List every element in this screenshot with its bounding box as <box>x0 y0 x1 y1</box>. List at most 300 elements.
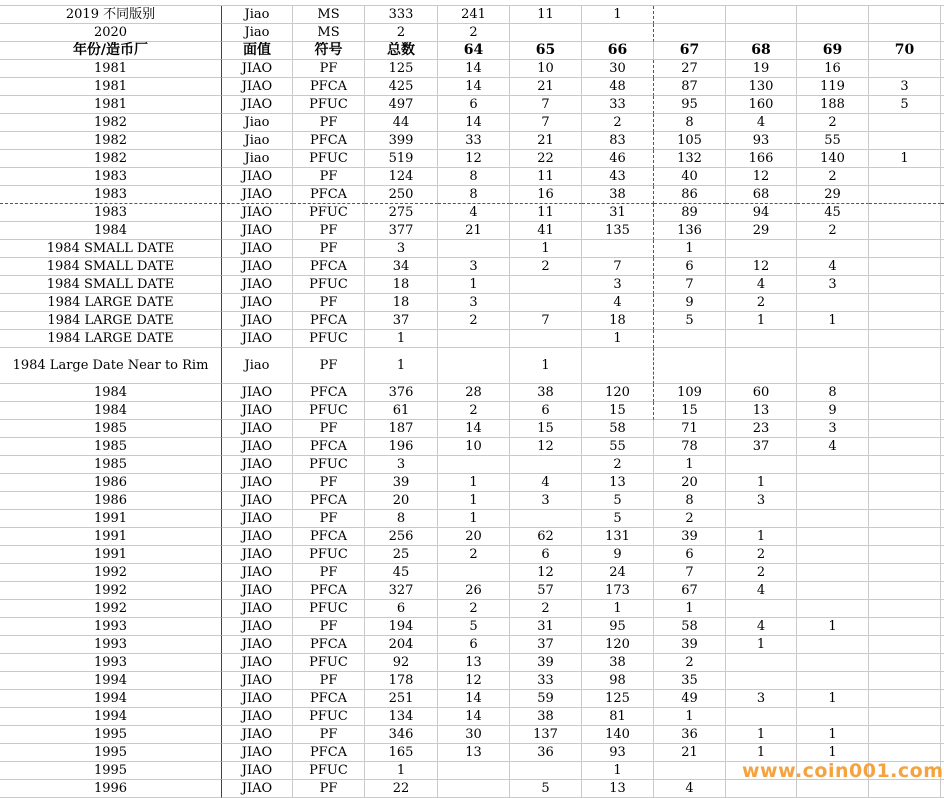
grade-65-cell[interactable]: 33 <box>510 672 582 690</box>
total-cell[interactable]: 3 <box>365 456 438 474</box>
grade-66-cell[interactable]: 38 <box>582 654 654 672</box>
grade-64-cell[interactable]: 8 <box>438 168 510 186</box>
symbol-cell[interactable]: PF <box>293 564 365 582</box>
total-cell[interactable]: 61 <box>365 402 438 420</box>
symbol-cell[interactable]: PFUC <box>293 150 365 168</box>
year-cell[interactable]: 1984 LARGE DATE <box>0 312 222 330</box>
year-cell[interactable]: 1992 <box>0 600 222 618</box>
grade-68-cell[interactable] <box>726 330 797 348</box>
year-cell[interactable]: 1981 <box>0 78 222 96</box>
grade-69-cell[interactable] <box>797 240 869 258</box>
grade-65-cell[interactable]: 41 <box>510 222 582 240</box>
grade-65-cell[interactable]: 1 <box>510 348 582 384</box>
grade-66-cell[interactable]: 7 <box>582 258 654 276</box>
grade-68-cell[interactable] <box>726 456 797 474</box>
grade-64-cell[interactable]: 1 <box>438 474 510 492</box>
total-cell[interactable]: 8 <box>365 510 438 528</box>
header-grade-70[interactable]: 70 <box>869 42 941 60</box>
grade-68-cell[interactable]: 166 <box>726 150 797 168</box>
grade-68-cell[interactable]: 60 <box>726 384 797 402</box>
symbol-cell[interactable]: PF <box>293 168 365 186</box>
grade-70-cell[interactable] <box>869 510 941 528</box>
symbol-cell[interactable]: PFCA <box>293 492 365 510</box>
denomination-cell[interactable]: Jiao <box>222 150 293 168</box>
grade-67-cell[interactable]: 95 <box>654 96 726 114</box>
grade-69-cell[interactable]: 2 <box>797 114 869 132</box>
denomination-cell[interactable]: JIAO <box>222 546 293 564</box>
denomination-cell[interactable]: JIAO <box>222 312 293 330</box>
symbol-cell[interactable]: PF <box>293 222 365 240</box>
grade-70-cell[interactable]: 5 <box>869 96 941 114</box>
grade-66-cell[interactable]: 30 <box>582 60 654 78</box>
grade-68-cell[interactable] <box>726 672 797 690</box>
grade-68-cell[interactable]: 1 <box>726 636 797 654</box>
grade-67-cell[interactable]: 39 <box>654 636 726 654</box>
grade-68-cell[interactable]: 4 <box>726 582 797 600</box>
symbol-cell[interactable]: PFCA <box>293 186 365 204</box>
grade-69-cell[interactable]: 1 <box>797 312 869 330</box>
grade-64-cell[interactable]: 21 <box>438 222 510 240</box>
symbol-cell[interactable]: PF <box>293 294 365 312</box>
grade-64-cell[interactable]: 8 <box>438 186 510 204</box>
grade-68-cell[interactable] <box>726 348 797 384</box>
grade-69-cell[interactable] <box>797 24 869 42</box>
grade-67-cell[interactable]: 1 <box>654 600 726 618</box>
grade-64-cell[interactable]: 1 <box>438 492 510 510</box>
grade-67-cell[interactable] <box>654 6 726 24</box>
grade-64-cell[interactable]: 6 <box>438 636 510 654</box>
symbol-cell[interactable]: PFUC <box>293 546 365 564</box>
grade-69-cell[interactable] <box>797 708 869 726</box>
symbol-cell[interactable]: PF <box>293 474 365 492</box>
grade-70-cell[interactable] <box>869 564 941 582</box>
symbol-cell[interactable]: PF <box>293 510 365 528</box>
symbol-cell[interactable]: PFCA <box>293 744 365 762</box>
denomination-cell[interactable]: JIAO <box>222 78 293 96</box>
grade-67-cell[interactable]: 9 <box>654 294 726 312</box>
grade-68-cell[interactable]: 4 <box>726 114 797 132</box>
symbol-cell[interactable]: PF <box>293 420 365 438</box>
grade-70-cell[interactable] <box>869 420 941 438</box>
grade-67-cell[interactable]: 8 <box>654 492 726 510</box>
grade-69-cell[interactable]: 1 <box>797 726 869 744</box>
symbol-cell[interactable]: PFCA <box>293 438 365 456</box>
grade-65-cell[interactable]: 57 <box>510 582 582 600</box>
grade-66-cell[interactable]: 98 <box>582 672 654 690</box>
grade-68-cell[interactable] <box>726 6 797 24</box>
symbol-cell[interactable]: PFUC <box>293 762 365 780</box>
total-cell[interactable]: 256 <box>365 528 438 546</box>
header-grade-65[interactable]: 65 <box>510 42 582 60</box>
grade-68-cell[interactable]: 2 <box>726 564 797 582</box>
year-cell[interactable]: 1993 <box>0 636 222 654</box>
grade-68-cell[interactable]: 23 <box>726 420 797 438</box>
grade-66-cell[interactable]: 120 <box>582 636 654 654</box>
grade-65-cell[interactable]: 3 <box>510 492 582 510</box>
year-cell[interactable]: 1984 <box>0 222 222 240</box>
grade-68-cell[interactable]: 3 <box>726 690 797 708</box>
symbol-cell[interactable]: PF <box>293 240 365 258</box>
denomination-cell[interactable]: JIAO <box>222 258 293 276</box>
grade-64-cell[interactable]: 33 <box>438 132 510 150</box>
grade-66-cell[interactable]: 83 <box>582 132 654 150</box>
grade-67-cell[interactable]: 21 <box>654 744 726 762</box>
total-cell[interactable]: 3 <box>365 240 438 258</box>
grade-67-cell[interactable] <box>654 348 726 384</box>
grade-68-cell[interactable]: 93 <box>726 132 797 150</box>
grade-67-cell[interactable]: 67 <box>654 582 726 600</box>
grade-67-cell[interactable] <box>654 330 726 348</box>
grade-70-cell[interactable] <box>869 672 941 690</box>
year-cell[interactable]: 1981 <box>0 60 222 78</box>
grade-66-cell[interactable]: 173 <box>582 582 654 600</box>
grade-65-cell[interactable]: 38 <box>510 708 582 726</box>
grade-67-cell[interactable]: 4 <box>654 780 726 798</box>
grade-68-cell[interactable]: 2 <box>726 546 797 564</box>
grade-69-cell[interactable] <box>797 564 869 582</box>
denomination-cell[interactable]: JIAO <box>222 402 293 420</box>
grade-65-cell[interactable]: 4 <box>510 474 582 492</box>
grade-67-cell[interactable]: 2 <box>654 654 726 672</box>
grade-68-cell[interactable]: 2 <box>726 294 797 312</box>
grade-64-cell[interactable]: 2 <box>438 312 510 330</box>
grade-65-cell[interactable]: 22 <box>510 150 582 168</box>
denomination-cell[interactable]: JIAO <box>222 636 293 654</box>
total-cell[interactable]: 425 <box>365 78 438 96</box>
grade-68-cell[interactable] <box>726 240 797 258</box>
grade-64-cell[interactable]: 14 <box>438 420 510 438</box>
grade-66-cell[interactable]: 1 <box>582 330 654 348</box>
total-cell[interactable]: 399 <box>365 132 438 150</box>
grade-67-cell[interactable]: 49 <box>654 690 726 708</box>
grade-70-cell[interactable] <box>869 312 941 330</box>
denomination-cell[interactable]: JIAO <box>222 384 293 402</box>
year-cell[interactable]: 1983 <box>0 204 222 222</box>
grade-65-cell[interactable] <box>510 24 582 42</box>
grade-69-cell[interactable]: 140 <box>797 150 869 168</box>
year-cell[interactable]: 2020 <box>0 24 222 42</box>
grade-65-cell[interactable]: 137 <box>510 726 582 744</box>
year-cell[interactable]: 1982 <box>0 132 222 150</box>
year-cell[interactable]: 1993 <box>0 654 222 672</box>
denomination-cell[interactable]: JIAO <box>222 726 293 744</box>
year-cell[interactable]: 1994 <box>0 690 222 708</box>
grade-67-cell[interactable]: 15 <box>654 402 726 420</box>
grade-66-cell[interactable] <box>582 24 654 42</box>
total-cell[interactable]: 125 <box>365 60 438 78</box>
grade-64-cell[interactable]: 2 <box>438 546 510 564</box>
grade-64-cell[interactable] <box>438 348 510 384</box>
grade-65-cell[interactable]: 38 <box>510 384 582 402</box>
total-cell[interactable]: 44 <box>365 114 438 132</box>
grade-69-cell[interactable]: 2 <box>797 222 869 240</box>
grade-68-cell[interactable] <box>726 780 797 798</box>
grade-66-cell[interactable]: 135 <box>582 222 654 240</box>
grade-68-cell[interactable]: 4 <box>726 618 797 636</box>
denomination-cell[interactable]: Jiao <box>222 132 293 150</box>
total-cell[interactable]: 20 <box>365 492 438 510</box>
grade-69-cell[interactable]: 3 <box>797 420 869 438</box>
total-cell[interactable]: 1 <box>365 348 438 384</box>
grade-65-cell[interactable]: 10 <box>510 60 582 78</box>
denomination-cell[interactable]: JIAO <box>222 96 293 114</box>
grade-70-cell[interactable] <box>869 240 941 258</box>
grade-70-cell[interactable] <box>869 474 941 492</box>
grade-69-cell[interactable] <box>797 546 869 564</box>
symbol-cell[interactable]: PFUC <box>293 204 365 222</box>
grade-69-cell[interactable] <box>797 600 869 618</box>
grade-65-cell[interactable]: 7 <box>510 96 582 114</box>
grade-65-cell[interactable]: 7 <box>510 312 582 330</box>
year-cell[interactable]: 1984 SMALL DATE <box>0 240 222 258</box>
grade-67-cell[interactable] <box>654 24 726 42</box>
grade-67-cell[interactable]: 36 <box>654 726 726 744</box>
grade-64-cell[interactable]: 13 <box>438 744 510 762</box>
year-cell[interactable]: 1994 <box>0 672 222 690</box>
grade-65-cell[interactable]: 59 <box>510 690 582 708</box>
denomination-cell[interactable]: Jiao <box>222 24 293 42</box>
denomination-cell[interactable]: JIAO <box>222 474 293 492</box>
grade-68-cell[interactable]: 94 <box>726 204 797 222</box>
grade-65-cell[interactable]: 16 <box>510 186 582 204</box>
total-cell[interactable]: 275 <box>365 204 438 222</box>
grade-70-cell[interactable] <box>869 204 941 222</box>
header-grade-64[interactable]: 64 <box>438 42 510 60</box>
symbol-cell[interactable]: PFUC <box>293 402 365 420</box>
grade-69-cell[interactable]: 55 <box>797 132 869 150</box>
symbol-cell[interactable]: PFCA <box>293 132 365 150</box>
grade-68-cell[interactable] <box>726 600 797 618</box>
grade-67-cell[interactable]: 87 <box>654 78 726 96</box>
total-cell[interactable]: 251 <box>365 690 438 708</box>
grade-69-cell[interactable] <box>797 330 869 348</box>
grade-67-cell[interactable]: 1 <box>654 708 726 726</box>
grade-64-cell[interactable]: 6 <box>438 96 510 114</box>
symbol-cell[interactable]: PF <box>293 672 365 690</box>
grade-66-cell[interactable]: 18 <box>582 312 654 330</box>
grade-68-cell[interactable]: 12 <box>726 258 797 276</box>
grade-70-cell[interactable] <box>869 60 941 78</box>
grade-70-cell[interactable] <box>869 258 941 276</box>
grade-67-cell[interactable]: 78 <box>654 438 726 456</box>
grade-66-cell[interactable]: 2 <box>582 114 654 132</box>
grade-69-cell[interactable] <box>797 582 869 600</box>
total-cell[interactable]: 18 <box>365 294 438 312</box>
denomination-cell[interactable]: JIAO <box>222 492 293 510</box>
year-cell[interactable]: 1984 LARGE DATE <box>0 294 222 312</box>
denomination-cell[interactable]: JIAO <box>222 708 293 726</box>
grade-67-cell[interactable]: 40 <box>654 168 726 186</box>
denomination-cell[interactable]: Jiao <box>222 114 293 132</box>
grade-69-cell[interactable] <box>797 474 869 492</box>
year-cell[interactable]: 1995 <box>0 744 222 762</box>
grade-70-cell[interactable] <box>869 114 941 132</box>
symbol-cell[interactable]: PFUC <box>293 276 365 294</box>
grade-65-cell[interactable]: 2 <box>510 258 582 276</box>
grade-67-cell[interactable]: 86 <box>654 186 726 204</box>
grade-64-cell[interactable]: 14 <box>438 690 510 708</box>
grade-64-cell[interactable]: 14 <box>438 78 510 96</box>
grade-70-cell[interactable] <box>869 294 941 312</box>
grade-66-cell[interactable]: 131 <box>582 528 654 546</box>
grade-66-cell[interactable]: 46 <box>582 150 654 168</box>
denomination-cell[interactable]: JIAO <box>222 672 293 690</box>
year-cell[interactable]: 1996 <box>0 780 222 798</box>
grade-69-cell[interactable] <box>797 294 869 312</box>
grade-70-cell[interactable] <box>869 618 941 636</box>
grade-66-cell[interactable]: 2 <box>582 456 654 474</box>
symbol-cell[interactable]: PFUC <box>293 708 365 726</box>
denomination-cell[interactable]: JIAO <box>222 600 293 618</box>
grade-65-cell[interactable]: 21 <box>510 132 582 150</box>
grade-65-cell[interactable]: 6 <box>510 546 582 564</box>
grade-64-cell[interactable]: 2 <box>438 24 510 42</box>
grade-65-cell[interactable]: 11 <box>510 168 582 186</box>
total-cell[interactable]: 165 <box>365 744 438 762</box>
total-cell[interactable]: 376 <box>365 384 438 402</box>
grade-64-cell[interactable]: 20 <box>438 528 510 546</box>
year-cell[interactable]: 1985 <box>0 420 222 438</box>
grade-70-cell[interactable]: 3 <box>869 78 941 96</box>
denomination-cell[interactable]: JIAO <box>222 744 293 762</box>
grade-68-cell[interactable] <box>726 510 797 528</box>
header-grade-69[interactable]: 69 <box>797 42 869 60</box>
grade-66-cell[interactable]: 1 <box>582 762 654 780</box>
total-cell[interactable]: 39 <box>365 474 438 492</box>
grade-67-cell[interactable]: 7 <box>654 276 726 294</box>
symbol-cell[interactable]: PFCA <box>293 78 365 96</box>
symbol-cell[interactable]: PF <box>293 348 365 384</box>
denomination-cell[interactable]: JIAO <box>222 690 293 708</box>
total-cell[interactable]: 497 <box>365 96 438 114</box>
year-cell[interactable]: 1983 <box>0 168 222 186</box>
grade-65-cell[interactable]: 37 <box>510 636 582 654</box>
grade-66-cell[interactable]: 31 <box>582 204 654 222</box>
grade-70-cell[interactable] <box>869 636 941 654</box>
denomination-cell[interactable]: JIAO <box>222 168 293 186</box>
grade-70-cell[interactable] <box>869 348 941 384</box>
header-total[interactable]: 总数 <box>365 42 438 60</box>
denomination-cell[interactable]: JIAO <box>222 456 293 474</box>
grade-70-cell[interactable] <box>869 6 941 24</box>
grade-67-cell[interactable]: 136 <box>654 222 726 240</box>
year-cell[interactable]: 1991 <box>0 510 222 528</box>
symbol-cell[interactable]: PFCA <box>293 636 365 654</box>
denomination-cell[interactable]: JIAO <box>222 582 293 600</box>
symbol-cell[interactable]: PFCA <box>293 258 365 276</box>
grade-66-cell[interactable]: 58 <box>582 420 654 438</box>
grade-67-cell[interactable]: 27 <box>654 60 726 78</box>
symbol-cell[interactable]: PF <box>293 726 365 744</box>
year-cell[interactable]: 1984 SMALL DATE <box>0 276 222 294</box>
grade-70-cell[interactable] <box>869 546 941 564</box>
grade-65-cell[interactable] <box>510 330 582 348</box>
total-cell[interactable]: 6 <box>365 600 438 618</box>
grade-69-cell[interactable]: 45 <box>797 204 869 222</box>
symbol-cell[interactable]: PFUC <box>293 600 365 618</box>
grade-66-cell[interactable]: 43 <box>582 168 654 186</box>
grade-65-cell[interactable]: 15 <box>510 420 582 438</box>
year-cell[interactable]: 1982 <box>0 150 222 168</box>
symbol-cell[interactable]: PFCA <box>293 690 365 708</box>
grade-70-cell[interactable] <box>869 708 941 726</box>
year-cell[interactable]: 1984 Large Date Near to Rim <box>0 348 222 384</box>
grade-65-cell[interactable] <box>510 762 582 780</box>
total-cell[interactable]: 519 <box>365 150 438 168</box>
denomination-cell[interactable]: JIAO <box>222 186 293 204</box>
grade-64-cell[interactable]: 12 <box>438 672 510 690</box>
total-cell[interactable]: 1 <box>365 762 438 780</box>
denomination-cell[interactable]: JIAO <box>222 276 293 294</box>
denomination-cell[interactable]: JIAO <box>222 204 293 222</box>
grade-68-cell[interactable]: 13 <box>726 402 797 420</box>
total-cell[interactable]: 178 <box>365 672 438 690</box>
symbol-cell[interactable]: PFCA <box>293 312 365 330</box>
grade-70-cell[interactable] <box>869 582 941 600</box>
grade-67-cell[interactable]: 8 <box>654 114 726 132</box>
grade-70-cell[interactable] <box>869 330 941 348</box>
grade-64-cell[interactable] <box>438 240 510 258</box>
grade-65-cell[interactable]: 11 <box>510 204 582 222</box>
grade-70-cell[interactable] <box>869 186 941 204</box>
grade-70-cell[interactable] <box>869 780 941 798</box>
grade-64-cell[interactable]: 1 <box>438 276 510 294</box>
grade-66-cell[interactable]: 48 <box>582 78 654 96</box>
grade-64-cell[interactable]: 14 <box>438 114 510 132</box>
grade-65-cell[interactable] <box>510 456 582 474</box>
grade-68-cell[interactable]: 4 <box>726 276 797 294</box>
total-cell[interactable]: 204 <box>365 636 438 654</box>
grade-67-cell[interactable]: 6 <box>654 546 726 564</box>
grade-70-cell[interactable] <box>869 654 941 672</box>
grade-68-cell[interactable]: 130 <box>726 78 797 96</box>
symbol-cell[interactable]: PF <box>293 60 365 78</box>
grade-67-cell[interactable]: 6 <box>654 258 726 276</box>
denomination-cell[interactable]: JIAO <box>222 564 293 582</box>
grade-66-cell[interactable]: 38 <box>582 186 654 204</box>
grade-70-cell[interactable]: 1 <box>869 150 941 168</box>
grade-70-cell[interactable] <box>869 132 941 150</box>
grade-68-cell[interactable]: 1 <box>726 474 797 492</box>
denomination-cell[interactable]: JIAO <box>222 438 293 456</box>
grade-64-cell[interactable]: 4 <box>438 204 510 222</box>
denomination-cell[interactable]: JIAO <box>222 294 293 312</box>
header-symbol[interactable]: 符号 <box>293 42 365 60</box>
symbol-cell[interactable]: PF <box>293 618 365 636</box>
year-cell[interactable]: 1993 <box>0 618 222 636</box>
grade-64-cell[interactable]: 30 <box>438 726 510 744</box>
grade-70-cell[interactable] <box>869 222 941 240</box>
total-cell[interactable]: 1 <box>365 330 438 348</box>
denomination-cell[interactable]: JIAO <box>222 618 293 636</box>
year-cell[interactable]: 1991 <box>0 528 222 546</box>
grade-64-cell[interactable]: 2 <box>438 600 510 618</box>
grade-65-cell[interactable]: 62 <box>510 528 582 546</box>
grade-70-cell[interactable] <box>869 456 941 474</box>
grade-64-cell[interactable]: 2 <box>438 402 510 420</box>
grade-68-cell[interactable]: 68 <box>726 186 797 204</box>
grade-70-cell[interactable] <box>869 726 941 744</box>
symbol-cell[interactable]: PFUC <box>293 654 365 672</box>
grade-66-cell[interactable]: 5 <box>582 510 654 528</box>
year-cell[interactable]: 1995 <box>0 726 222 744</box>
denomination-cell[interactable]: JIAO <box>222 330 293 348</box>
grade-70-cell[interactable] <box>869 492 941 510</box>
grade-66-cell[interactable]: 120 <box>582 384 654 402</box>
grade-66-cell[interactable]: 81 <box>582 708 654 726</box>
grade-66-cell[interactable]: 125 <box>582 690 654 708</box>
grade-67-cell[interactable]: 89 <box>654 204 726 222</box>
